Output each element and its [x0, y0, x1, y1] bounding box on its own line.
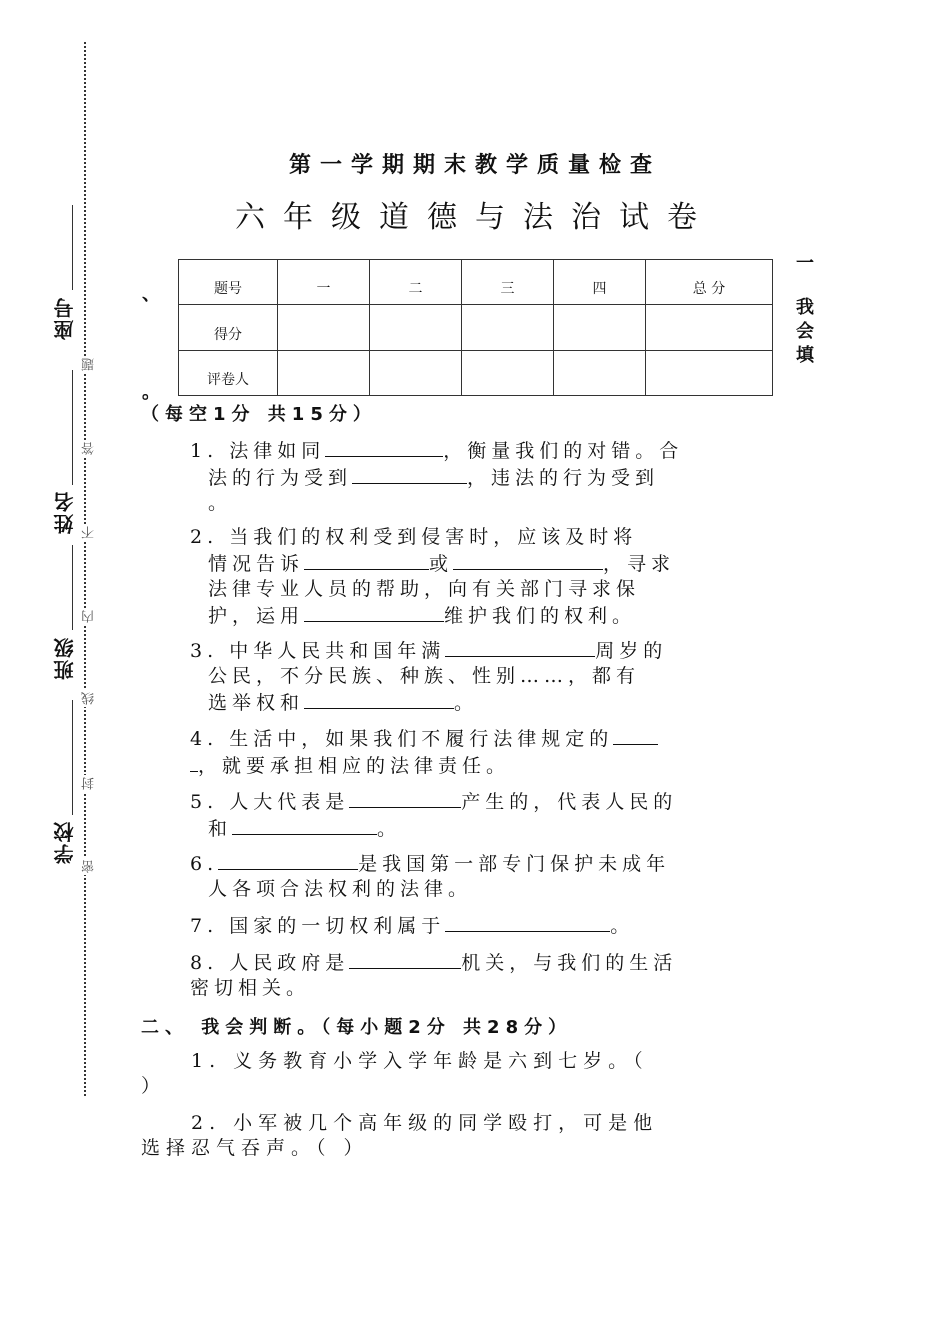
question-text: 公民，不分民族、种族、性别……，都有	[208, 665, 641, 687]
question-text: 法的行为受到	[208, 467, 353, 489]
class-label: 班级	[53, 636, 77, 680]
fill-question-7	[190, 912, 815, 939]
question-text: 。	[610, 915, 635, 937]
binding-note: 封	[82, 777, 97, 790]
class-field[interactable]	[72, 545, 73, 630]
question-text: 护，运用	[208, 605, 305, 627]
question-number: 4.	[190, 728, 219, 750]
answer-blank[interactable]	[453, 550, 603, 570]
school-label: 学校	[53, 820, 77, 864]
grader-cell[interactable]	[462, 350, 554, 395]
question-text: 。	[208, 492, 233, 514]
answer-blank[interactable]	[349, 949, 461, 969]
binding-note: 内	[82, 610, 97, 623]
name-label: 姓名	[53, 490, 77, 534]
question-number: 7.	[190, 915, 219, 937]
question-text: 人大代表是	[229, 791, 350, 813]
binding-note: 题	[82, 358, 97, 371]
question-number: 5.	[190, 791, 219, 813]
score-table-header-row	[179, 260, 773, 305]
question-text: 人民政府是	[229, 952, 350, 974]
grader-cell[interactable]	[646, 350, 773, 395]
fill-question-5	[190, 788, 815, 842]
grader-cell[interactable]	[278, 350, 370, 395]
question-text: 人各项合法权利的法律。	[208, 878, 473, 900]
name-field[interactable]	[72, 370, 73, 485]
table-header-cell: 题号	[179, 260, 278, 305]
answer-blank[interactable]	[445, 637, 595, 657]
question-text: 和	[208, 818, 233, 840]
question-text: 维护我们的权利。	[444, 605, 637, 627]
section1-title-char: 会	[796, 321, 814, 342]
question-text: 情况告诉	[208, 553, 305, 575]
question-text: 国家的一切权利属于	[229, 915, 446, 937]
score-table	[178, 259, 773, 396]
question-number: 2.	[190, 526, 219, 548]
score-row-label: 得分	[179, 305, 278, 350]
table-header-cell: 一	[278, 260, 370, 305]
question-text: ，衡量我们的对错。合	[443, 440, 684, 462]
seat-number-label: 座号	[53, 296, 77, 340]
question-text: 2. 小军被几个高年级的同学殴打，可是他	[191, 1112, 659, 1134]
binding-note: 答	[82, 442, 97, 455]
question-text: ，寻求	[603, 553, 676, 575]
section1-side-title	[794, 252, 816, 368]
score-cell[interactable]	[370, 305, 462, 350]
section1-points: （每空1分 共15分）	[141, 404, 377, 425]
fill-question-6	[190, 850, 815, 902]
score-cell[interactable]	[462, 305, 554, 350]
answer-blank[interactable]	[304, 602, 444, 622]
table-header-cell: 三	[462, 260, 554, 305]
exam-title: 六年级道德与法治试卷	[235, 200, 715, 235]
score-table-row	[179, 350, 773, 395]
answer-blank[interactable]	[304, 689, 454, 709]
grader-cell[interactable]	[554, 350, 646, 395]
fill-question-4	[190, 725, 815, 779]
section2-heading: 二、 我会判断。（每小题2分 共28分）	[141, 1017, 573, 1038]
question-text: ，违法的行为受到	[467, 467, 660, 489]
question-text: 中华人民共和国年满	[229, 640, 446, 662]
fill-question-3	[190, 637, 815, 716]
question-number: 1.	[190, 440, 219, 462]
answer-blank[interactable]	[613, 725, 658, 745]
binding-note: 密	[82, 860, 97, 873]
question-text: 周岁的	[595, 640, 668, 662]
binding-note: 线	[82, 692, 97, 705]
score-table-row	[179, 305, 773, 350]
question-text: 密切相关。	[190, 977, 311, 999]
question-text: 当我们的权利受到侵害时，应该及时将	[229, 526, 638, 548]
answer-blank[interactable]	[190, 752, 198, 772]
fill-question-2	[190, 525, 815, 629]
section1-period: 。	[142, 382, 160, 403]
section1-title-char: 我	[796, 297, 814, 318]
fill-question-1	[190, 437, 815, 516]
exam-subtitle: 第一学期期末教学质量检查	[288, 153, 661, 178]
question-number: 6.	[190, 853, 219, 875]
question-number: 3.	[190, 640, 219, 662]
question-number: 8.	[190, 952, 219, 974]
table-header-cell: 二	[370, 260, 462, 305]
question-text: 是我国第一部专门保护未成年	[358, 853, 671, 875]
section1-title-char: 填	[796, 345, 814, 366]
question-text: 法律专业人员的帮助，向有关部门寻求保	[208, 578, 641, 600]
binding-note: 不	[82, 526, 97, 539]
answer-blank[interactable]	[349, 788, 461, 808]
grader-row-label: 评卷人	[179, 350, 278, 395]
answer-blank[interactable]	[325, 437, 443, 457]
answer-blank[interactable]	[352, 464, 467, 484]
question-text: ，就要承担相应的法律责任。	[198, 755, 511, 777]
grader-cell[interactable]	[370, 350, 462, 395]
question-text: 法律如同	[229, 440, 326, 462]
table-header-cell: 四	[554, 260, 646, 305]
fill-question-8	[190, 949, 815, 1001]
answer-bracket[interactable]: ）	[141, 1075, 167, 1097]
question-text: 1. 义务教育小学入学年龄是六到七岁。（	[191, 1050, 649, 1072]
section1-comma: 、	[142, 284, 160, 305]
question-text: 产生的，代表人民的	[461, 791, 678, 813]
question-text: 。	[377, 818, 402, 840]
judge-question-1	[141, 1049, 821, 1099]
question-text: 生活中，如果我们不履行法律规定的	[229, 728, 614, 750]
table-header-cell: 总 分	[646, 260, 773, 305]
question-text-with-bracket[interactable]: 选择忍气吞声。（ ）	[141, 1137, 369, 1159]
question-text: 。	[454, 692, 479, 714]
answer-blank[interactable]	[218, 850, 358, 870]
judge-question-2	[141, 1111, 821, 1161]
question-text: 或	[429, 553, 454, 575]
score-cell[interactable]	[554, 305, 646, 350]
section1-number: 一	[796, 253, 814, 274]
question-text: 机关，与我们的生活	[461, 952, 678, 974]
answer-blank[interactable]	[304, 550, 429, 570]
question-text: 选举权和	[208, 692, 305, 714]
answer-blank[interactable]	[232, 815, 377, 835]
answer-blank[interactable]	[445, 912, 610, 932]
score-cell[interactable]	[646, 305, 773, 350]
school-field[interactable]	[72, 700, 73, 815]
score-cell[interactable]	[278, 305, 370, 350]
